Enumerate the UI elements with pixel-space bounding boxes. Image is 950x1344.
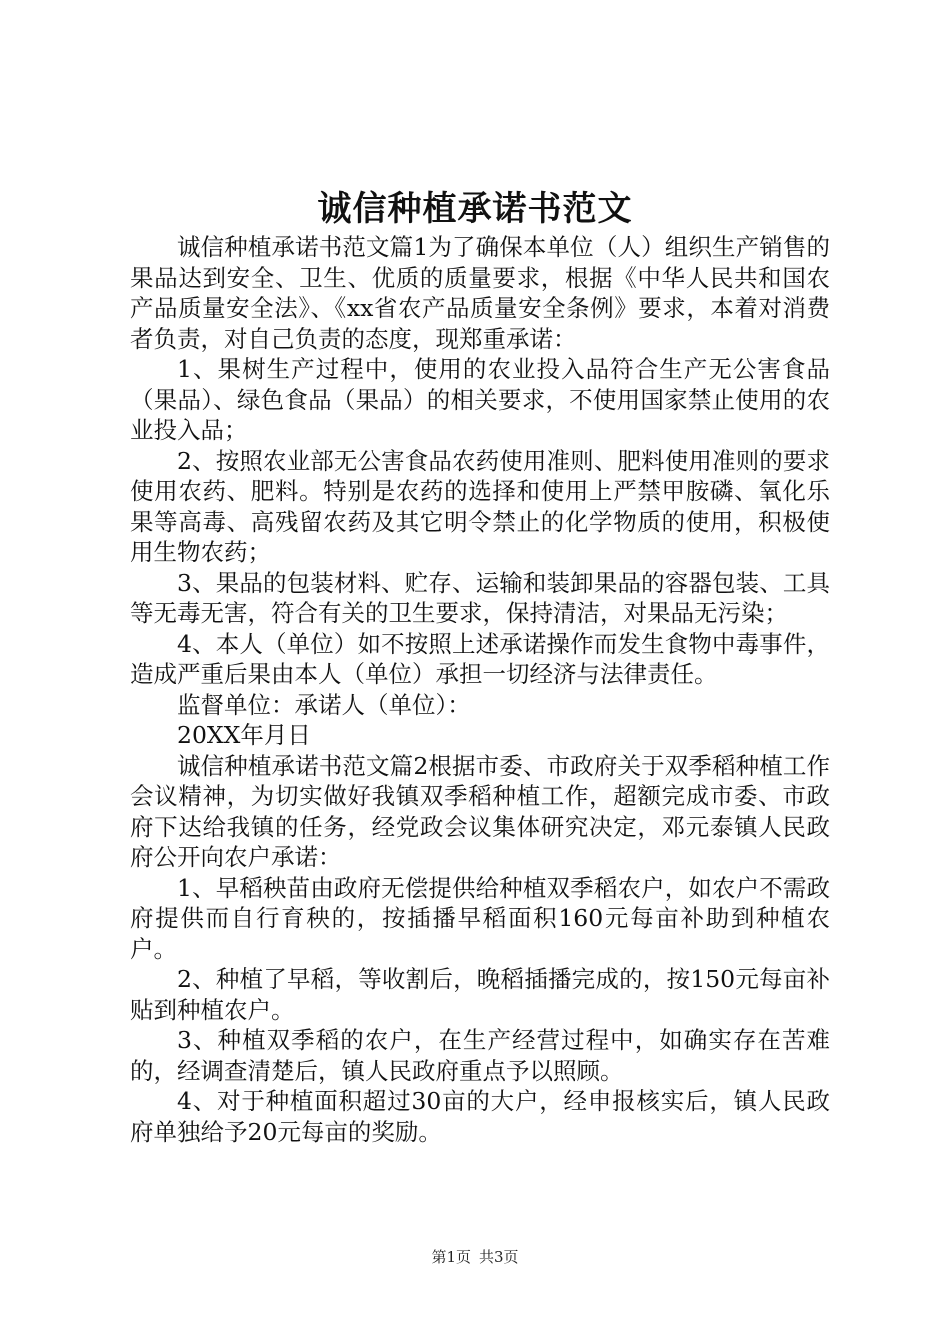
- page-number: 第1页: [431, 1248, 471, 1266]
- paragraph-date: 20XX年月日: [177, 721, 311, 749]
- document-title: 诚信种植承诺书范文: [317, 189, 633, 229]
- paragraph-signature: 监督单位：承诺人（单位）：: [177, 690, 471, 719]
- page-total: 共3页: [479, 1248, 519, 1266]
- paragraph-intro-1: 诚信种植承诺书范文篇1为了确保本单位（人）组织生产销售的果品达到安全、卫生、优质的质量要求，根据《中华人民共和国农产品质量安全法》、《xx省农产品质量安全条例》要求，本着对消费者负责，对自己负责的态度，现郑重承诺：: [130, 233, 830, 353]
- paragraph-item-2-2: 2、种植了早稻，等收割后，晚稻插播完成的，按150元每亩补贴到种植农户。: [130, 965, 830, 1024]
- page-footer: [0, 1247, 950, 1267]
- document-body: [130, 232, 830, 1147]
- paragraph-item-2-3: 3、种植双季稻的农户，在生产经营过程中，如确实存在苦难的，经调查清楚后，镇人民政府重点予以照顾。: [130, 1026, 830, 1085]
- paragraph-item-2: 2、按照农业部无公害食品农药使用准则、肥料使用准则的要求使用农药、肥料。特别是农药的选择和使用上严禁甲胺磷、氧化乐果等高毒、高残留农药及其它明令禁止的化学物质的使用，积极使用生物农药；: [130, 446, 830, 566]
- paragraph-item-2-4: 4、对于种植面积超过30亩的大户，经申报核实后，镇人民政府单独给予20元每亩的奖励。: [130, 1087, 830, 1146]
- paragraph-item-3: 3、果品的包装材料、贮存、运输和装卸果品的容器包装、工具等无毒无害，符合有关的卫生要求，保持清洁，对果品无污染；: [130, 568, 830, 627]
- paragraph-item-1: 1、果树生产过程中，使用的农业投入品符合生产无公害食品（果品）、绿色食品（果品）的相关要求，不使用国家禁止使用的农业投入品；: [130, 355, 830, 444]
- paragraph-intro-2: 诚信种植承诺书范文篇2根据市委、市政府关于双季稻种植工作会议精神，为切实做好我镇双季稻种植工作，超额完成市委、市政府下达给我镇的任务，经党政会议集体研究决定，邓元泰镇人民政府公开向农户承诺：: [130, 751, 830, 871]
- paragraph-item-4: 4、本人（单位）如不按照上述承诺操作而发生食物中毒事件，造成严重后果由本人（单位）承担一切经济与法律责任。: [130, 629, 830, 688]
- paragraph-item-2-1: 1、早稻秧苗由政府无偿提供给种植双季稻农户，如农户不需政府提供而自行育秧的，按插播早稻面积160元每亩补助到种植农户。: [130, 873, 830, 963]
